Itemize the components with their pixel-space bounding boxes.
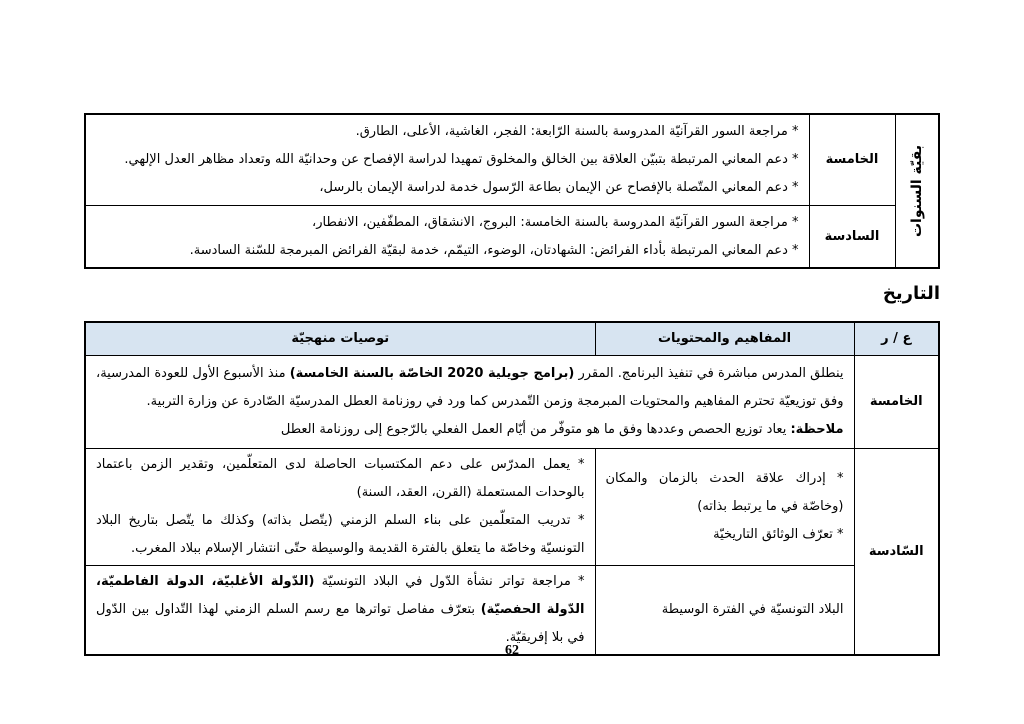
bullet-line: * مراجعة السور القرآنيّة المدروسة بالسنة الرّابعة: الفجر، الغاشية، الأعلى، الطارق. [355, 124, 799, 139]
page-content [84, 0, 940, 656]
note-text: يعاد توزيع الحصص وعددها وفق ما هو متوفّر من أيّام العمل الفعلي بالرّجوع إلى روزنامة العطل [280, 422, 791, 437]
content-cell-fifth [85, 114, 809, 206]
text-segment: منذ الأسبوع الأول للعودة المدرسية، وفق توزيعيّة تحترم المفاهيم والمحتويات المبرمجة وزمن التّمدرس كما ورد في روزنامة العطل المدرسيّة الصّادرة عن وزارة التربية. [96, 366, 844, 409]
recommendations-cell-sub2 [85, 566, 595, 656]
table-row [85, 449, 939, 566]
text-segment: بتعرّف مفاصل تواترها مع رسم السلم الزمني لهذا التّداول بين الدّول في بلا إفريقيّة. [96, 602, 585, 645]
table-row [85, 114, 939, 206]
paragraph [96, 568, 585, 652]
section-title-history: التاريخ [882, 283, 940, 304]
history-table [84, 321, 940, 656]
table-row [85, 206, 939, 269]
bullet-line: * تدريب المتعلّمين على بناء السلم الزمني (يتّصل بذاته) وكذلك ما يتّصل بتاريخ البلاد التونسيّة وخاصّة ما يتعلق بالفترة القديمة والوسيطة حتّى انتشار الإسلام ببلاد المغرب. [96, 513, 585, 556]
table-header-row [85, 322, 939, 356]
quran-review-table [84, 113, 940, 269]
bullet-line: * دعم المعاني المرتبطة بتبيّن العلاقة بين الخالق والمخلوق تمهيدا لدراسة الإفصاح عن وحدانيّة الله وتعداد مظاهر العدل الإلهي. [124, 152, 799, 167]
bullet-line: * يعمل المدرّس على دعم المكتسبات الحاصلة لدى المتعلّمين، وتقدير الزمن باعتماد بالوحدات المستعملة (القرن، العقد، السنة) [96, 457, 585, 500]
concepts-cell-sub2 [595, 566, 854, 656]
recommendations-cell-sub1 [85, 449, 595, 566]
bullet-line: * تعرّف الوثائق التاريخيّة [713, 527, 844, 542]
page-number: 62 [505, 643, 519, 658]
text-segment: ينطلق المدرس مباشرة في تنفيذ البرنامج. المقرر [574, 366, 844, 381]
side-label-cell [895, 114, 939, 268]
bullet-line: * إدراك علاقة الحدث بالزمان والمكان (وخاصّة في ما يرتبط بذاته) [605, 471, 844, 514]
concepts-cell-sub1 [595, 449, 854, 566]
note-label: ملاحظة: [790, 422, 844, 437]
bold-segment: (الدّولة الأغلبيّة، الدولة الفاطميّة، الدّولة الحفصيّة) [96, 574, 585, 617]
bullet-line: * دعم المعاني المتّصلة بالإفصاح عن الإيمان بطاعة الرّسول خدمة لدراسة الإيمان بالرسل، [319, 180, 799, 195]
grade-cell-fifth-history: الخامسة [854, 356, 939, 449]
side-label: بقيّة السنوات [908, 144, 925, 238]
grade-cell-sixth: السادسة [809, 206, 895, 269]
content-cell-sixth [85, 206, 809, 269]
table-row [85, 356, 939, 449]
merged-cell-fifth [85, 356, 854, 449]
table-row [85, 566, 939, 656]
paragraph [96, 360, 844, 416]
bullet-line: * دعم المعاني المرتبطة بأداء الفرائض: الشهادتان، الوضوء، التيمّم، خدمة لبقيّة الفرائض المبرمجة للسّنة السادسة. [189, 242, 799, 258]
header-cell-concepts: المفاهيم والمحتويات [595, 322, 854, 356]
header-cell-number: ع / ر [854, 322, 939, 356]
grade-cell-sixth-history: السّادسة [854, 449, 939, 656]
bullet-line: * مراجعة السور القرآنيّة المدروسة بالسنة الخامسة: البروج، الانشقاق، المطفّفين، الانفطار، [312, 214, 799, 230]
concept-line: البلاد التونسيّة في الفترة الوسيطة [661, 602, 844, 617]
bold-segment: (برامج جويلية 2020 الخاصّة بالسنة الخامسة) [289, 366, 575, 381]
note-paragraph [96, 416, 844, 444]
grade-cell-fifth: الخامسة [809, 114, 895, 206]
header-cell-recommendations: توصيات منهجيّة [85, 322, 595, 356]
text-segment: * مراجعة تواتر نشأة الدّول في البلاد التونسيّة [314, 574, 585, 589]
